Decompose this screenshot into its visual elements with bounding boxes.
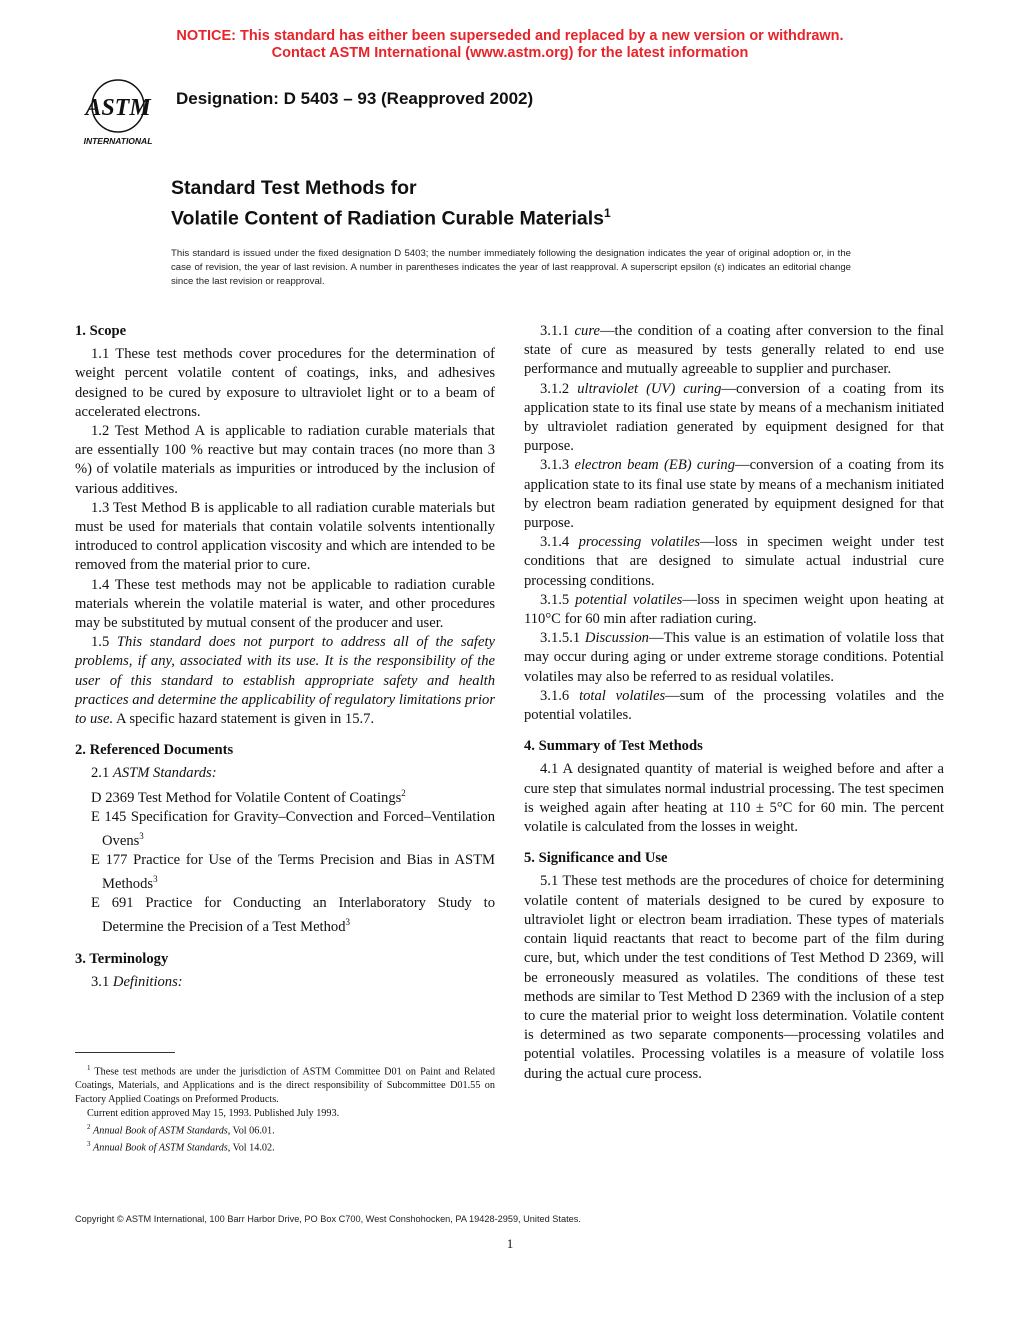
section-heading-significance: 5. Significance and Use	[524, 850, 668, 867]
designation: Designation: D 5403 – 93 (Reapproved 2002)	[176, 89, 534, 108]
subsection-2-1: 2.1 ASTM Standards:	[91, 765, 217, 782]
definition-item: 3.1.6 total volatiles—sum of the processing volatiles and the potential volatiles.	[524, 687, 945, 724]
paragraph-1-2: 1.2 Test Method A is applicable to radiation curable materials that are essentially 100 % reactive but may contain traces (no more than 3 %) of volatile materials as impurities or introduced by the inclusion of various additives.	[75, 423, 495, 497]
paragraph-1-4: 1.4 These test methods may not be applicable to radiation curable materials wherein the volatile material is water, and other procedures may be substituted by mutual consent of the producer and user.	[75, 576, 495, 632]
definition-item: 3.1.2 ultraviolet (UV) curing—conversion of a coating from its application state to its final use state by means of a mechanism initiated by ultraviolet radiation generated by equipment designed for that purpose.	[524, 380, 944, 455]
right-column	[524, 322, 944, 1084]
reference-item: E 177 Practice for Use of the Terms Precision and Bias in ASTM Methods$^3$	[91, 852, 495, 893]
section-heading-summary: 4. Summary of Test Methods	[524, 738, 703, 755]
astm-logo	[76, 78, 162, 148]
notice-line-1: NOTICE: This standard has either been superseded and replaced by a new version or withdrawn.	[176, 28, 844, 44]
issued-note: This standard is issued under the fixed designation D 5403; the number immediately following the designation indicates the year of original adoption or, in the case of revision, the year of last revision. A number in parentheses indicates the year of last reapproval. A superscript epsilon (ε) indicates an editorial change since the last revision or reapproval.	[171, 248, 851, 287]
definition-item: 3.1.5 potential volatiles—loss in specimen weight upon heating at 110°C for 60 min after radiation curing.	[524, 591, 944, 628]
left-column	[75, 322, 495, 992]
footnotes	[75, 1062, 495, 1155]
definition-item: 3.1.3 electron beam (EB) curing—conversion of a coating from its application state to its final use state by means of a mechanism initiated by electron beam radiation generated by equipment designed for that purpose.	[524, 457, 944, 532]
logo-subtitle: INTERNATIONAL	[83, 136, 153, 146]
footnote-3: $^3$ Annual Book of ASTM Standards, Vol 14.02.	[87, 1139, 275, 1154]
footnote-1-edition: Current edition approved May 15, 1993. Published July 1993.	[87, 1107, 340, 1119]
title-line-2: Volatile Content of Radiation Curable Materials$^1$	[171, 206, 611, 230]
paragraph-4-1: 4.1 A designated quantity of material is weighed before and after a cure step that simulates normal industrial processing. The test specimen is weighed again after heating at 110 ± 5°C for 60 min. The percent volatile is calculated from the losses in weight.	[524, 761, 944, 836]
footnote-divider	[75, 1052, 175, 1053]
paragraph-1-1: 1.1 These test methods cover procedures for the determination of weight percent volatile content of coatings, inks, and adhesives designed to be cured by exposure to ultraviolet light or to a beam of accelerated electrons.	[75, 346, 495, 420]
notice-line-2: Contact ASTM International (www.astm.org) for the latest information	[271, 45, 749, 61]
withdrawn-notice	[0, 28, 1020, 62]
page-number: 1	[506, 1236, 514, 1251]
definition-item: 3.1.1 cure—the condition of a coating after conversion to the final state of cure as measured by tests generally related to end use performance and mutually agreeable to supplier and purchaser.	[524, 323, 944, 378]
footnote-2: $^2$ Annual Book of ASTM Standards, Vol 06.01.	[87, 1122, 275, 1136]
paragraph-1-3: 1.3 Test Method B is applicable to all radiation curable materials but must be used for materials that contain volatile solvents intentionally introduced to control application viscosity and which are intended to be removed from the material prior to cure.	[75, 499, 495, 574]
reference-item: E 691 Practice for Conducting an Interlaboratory Study to Determine the Precision of a Test Method$^3$	[91, 895, 495, 936]
section-heading-scope: 1. Scope	[75, 323, 127, 339]
title-footnote-mark: 1	[604, 206, 611, 220]
document-title	[171, 176, 611, 232]
section-heading-referenced: 2. Referenced Documents	[75, 742, 234, 759]
logo-text: ASTM	[85, 95, 151, 121]
paragraph-1-5: 1.5 This standard does not purport to address all of the safety problems, if any, associated with its use. It is the responsibility of the user of this standard to establish appropriate safety and health practices and determine the applicability of regulatory limitations prior to use. A specific hazard statement is given in 15.7.	[75, 634, 495, 728]
copyright-line: Copyright © ASTM International, 100 Barr Harbor Drive, PO Box C700, West Conshohocken, PA 19428-2959, United States.	[75, 1214, 581, 1224]
definition-item: 3.1.5.1 Discussion—This value is an estimation of volatile loss that may occur during aging or under extreme storage conditions. Potential volatiles may also be referred to as residual volatiles.	[524, 630, 944, 685]
footnote-1: $^1$ These test methods are under the jurisdiction of ASTM Committee D01 on Paint and Related Coatings, Materials, and Applications and is the direct responsibility of Subcommittee D01.55 on Factory Applied Coatings on Preformed Products.	[75, 1064, 495, 1105]
definition-item: 3.1.4 processing volatiles—loss in specimen weight under test conditions that are designed to simulate actual industrial cure processing conditions.	[524, 534, 944, 589]
reference-item: E 145 Specification for Gravity–Convection and Forced–Ventilation Ovens$^3$	[91, 808, 495, 849]
subsection-3-1: 3.1 Definitions:	[91, 973, 183, 990]
title-line-1: Standard Test Methods for	[171, 177, 417, 199]
paragraph-5-1: 5.1 These test methods are the procedures of choice for determining volatile content of materials designed to be cured by exposure to ultraviolet light or electron beam irradiation. These types of materials contain liquid reactants that react to become part of the film during cure, but, which under the test conditions of Test Method D 2369, will be erroneously measured as volatiles. The conditions of these test methods are similar to Test Method D 2369 with the inclusion of a step to cure the material prior to weight loss determination. Volatile content is determined as two separate components—processing volatiles and potential volatiles. Processing volatiles is a measure of volatile loss during the actual cure process.	[524, 873, 944, 1082]
reference-item: D 2369 Test Method for Volatile Content of Coatings$^2$	[91, 787, 406, 806]
section-heading-terminology: 3. Terminology	[75, 950, 169, 967]
